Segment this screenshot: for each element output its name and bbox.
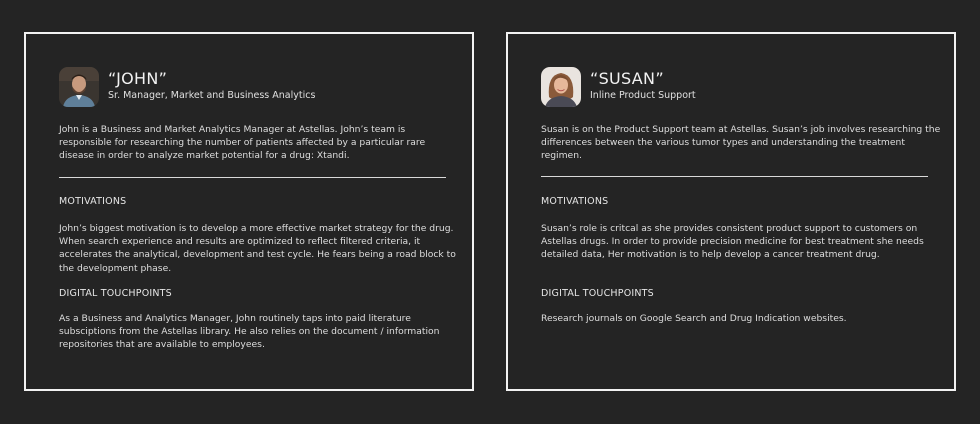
susan-summary: Susan is on the Product Support team at Astellas. Susan’s job involves researching the differences between the various tumor types and understanding the treatment regimen. [541, 124, 941, 162]
susan-motivations-heading: MOTIVATIONS [541, 196, 609, 207]
susan-divider [541, 176, 928, 177]
susan-motivations-text: Susan’s role is critcal as she provides consistent product support to customers on Astellas drugs. In order to provide precision medicine for best treatment she needs detailed data, Her motivation is to help develop a cancer treatment drug. [541, 223, 924, 261]
john-summary: John is a Business and Market Analytics Manager at Astellas. John’s team is responsible for researching the number of patients affected by a particular rare disease in order to analyze market potential for a drug: Xtandi. [59, 124, 426, 162]
john-role: Sr. Manager, Market and Business Analytics [108, 90, 316, 101]
susan-role: Inline Product Support [590, 90, 696, 101]
persona-card-susan [506, 32, 956, 391]
john-divider [59, 177, 446, 178]
john-name: “JOHN” [108, 69, 168, 88]
persona-card-john [24, 32, 474, 391]
susan-touchpoints-text: Research journals on Google Search and Drug Indication websites. [541, 313, 847, 324]
susan-name: “SUSAN” [590, 69, 664, 88]
susan-avatar [541, 67, 581, 107]
john-touchpoints-heading: DIGITAL TOUCHPOINTS [59, 288, 172, 299]
john-motivations-text: John’s biggest motivation is to develop a more effective market strategy for the drug. When search experience and results are optimized to reflect filtered criteria, it accelerates the analytical, development and test cycle. He fears being a road block to the development phase. [59, 223, 456, 274]
john-motivations-heading: MOTIVATIONS [59, 196, 127, 207]
john-touchpoints-text: As a Business and Analytics Manager, John routinely taps into paid literature subsciptions from the Astellas library. He also relies on the document / information repositories that are available to employees. [59, 313, 440, 351]
susan-touchpoints-heading: DIGITAL TOUCHPOINTS [541, 288, 654, 299]
john-avatar [59, 67, 99, 107]
